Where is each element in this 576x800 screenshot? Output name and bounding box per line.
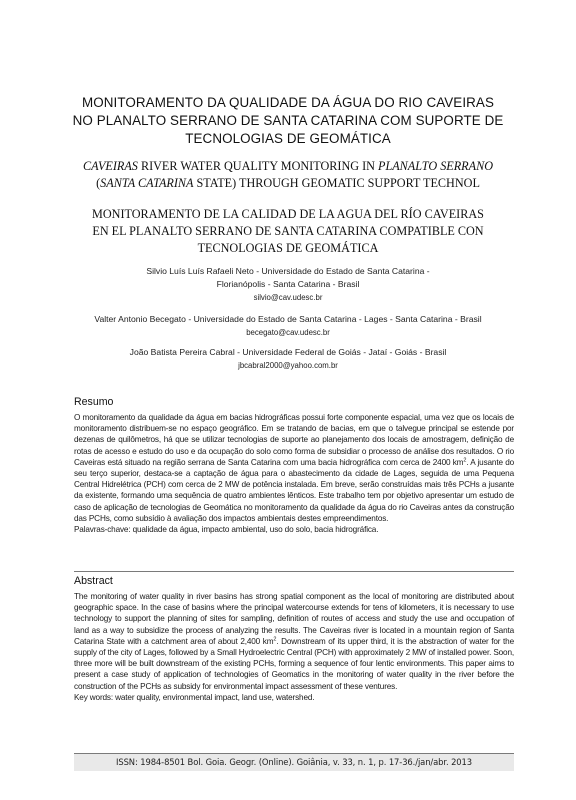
author-block [60,346,516,372]
title-pt-line: MONITORAMENTO DA QUALIDADE DA ÁGUA DO RIO CAVEIRAS [81,95,494,110]
title-en-text: STATE) THROUGH GEOMATIC SUPPORT TECHNOL [193,176,480,190]
author-block [60,313,516,339]
title-en-text: RIVER WATER QUALITY MONITORING IN [137,159,379,173]
author-affiliation: Florianópolis - Santa Catarina - Brasil [216,279,360,289]
author-email[interactable]: silvio@cav.udesc.br [253,293,323,302]
abstract-text: . Downstream of its upper third, it is the abstraction of water for the supply of the city of Lages, followed by a Small Hydroelectric Central (PCH) with approximately 2 MW of installed power. Soon, three more will be built downstream of the existing PCHs, forming a sequence of four lentic environments. This paper aims to present a case study of application of technologies of Geomatics in the monitoring of water quality in the river before the construction of the PCHs as subsidy for environmental impact assessment of these ventures. [74,636,514,691]
title-en-italic: CAVEIRAS [82,159,138,173]
author-affiliation: João Batista Pereira Cabral - Universidade Federal de Goiás - Jataí - Goiás - Brasil [129,347,447,357]
superscript: 2 [273,636,277,643]
title-portuguese [60,94,516,148]
title-en-italic: PLANALTO SERRANO [378,159,493,173]
abstract-heading: Abstract [74,575,113,587]
title-english [50,158,526,192]
resumo-body [74,412,514,535]
author-email[interactable]: becegato@cav.udesc.br [246,328,330,337]
author-affiliation: Silvio Luís Luís Rafaeli Neto - Universidade do Estado de Santa Catarina - [146,266,430,276]
author-affiliation: Valter Antonio Becegato - Universidade do Estado de Santa Catarina - Lages - Santa Catarina - Brasil [94,314,482,324]
title-en-line-1 [50,158,526,175]
title-pt-line: NO PLANALTO SERRANO DE SANTA CATARINA COM SUPORTE DE [72,113,504,128]
abstract-keywords: Key words: water quality, environmental impact, land use, watershed. [74,692,315,702]
section-divider [74,571,514,572]
abstract-text: The monitoring of water quality in river basins has strong spatial component as the local of monitoring are distributed about geographic space. In the case of basins where the principal watercourse extends for tens of kilometers, it is necessary to use technology to support the planning of sites for sampling, definition of routes of access and study the use and occupation of land as a way to subsidize the process of analyzing the results. The Caveiras river is located in a mountain region of Santa Catarina State with a catchment area of about 2,400 km [74,592,514,646]
title-spanish [60,206,516,257]
resumo-heading: Resumo [74,396,114,408]
title-pt-line: TECNOLOGIAS DE GEOMÁTICA [185,131,391,146]
resumo-text: O monitoramento da qualidade da água em bacias hidrográficas possui forte componente espacial, uma vez que os locais de monitoramento distribuem-se no espaço geográfico. Em se tratando de bacias, em que o talvegue principal se estende por dezenas de quilômetros, há que se utilizar tecnologias de suporte ao planejamento dos locais de amostragem, definição de rotas de acesso e estudo do uso e da ocupação do solo como forma de subsidiar o processo de análise dos resultados. O rio Caveiras está situado na região serrana de Santa Catarina com uma bacia hidrográfica com cerca de 2400 km [74,413,514,467]
title-es-line: MONITORAMENTO DE LA CALIDAD DE LA AGUA DEL RÍO CAVEIRAS [92,207,484,221]
abstract-body [74,591,514,703]
title-en-italic: SANTA CATARINA [100,176,194,190]
author-block [60,265,516,304]
title-en-line-2 [50,175,526,192]
title-es-line: EN EL PLANALTO SERRANO DE SANTA CATARINA COMPATIBLE CON [92,224,484,238]
author-email[interactable]: jbcabral2000@yahoo.com.br [238,361,338,370]
resumo-text: . A jusante do seu terço superior, destaca-se a captação de água para o abastecimento da cidade de Lages, seguida de uma Pequena Central Hidrelétrica (PCH) com cerca de 2 MW de potência instalada. Em breve, serão construídas mais três PCHs a jusante da existente, formando uma sequência de quatro ambientes lênticos. Este trabalho tem por objetivo apresentar um estudo de caso de aplicação de tecnologias de Geomática no monitoramento da qualidade da água do rio Caveiras antes da construção das PCHs, como subsídio à avaliação dos impactos ambientais destes empreendimentos. [74,457,514,523]
resumo-keywords: Palavras-chave: qualidade da água, impacto ambiental, uso do solo, bacia hidrográfica. [74,525,379,535]
title-es-line: TECNOLOGIAS DE GEOMÁTICA [197,241,379,255]
journal-footer: ISSN: 1984-8501 Bol. Goia. Geogr. (Online). Goiânia, v. 33, n. 1, p. 17-36./jan/abr. 2013 [74,754,514,771]
title-en-text: ( [96,176,101,190]
superscript: 2 [463,457,467,464]
